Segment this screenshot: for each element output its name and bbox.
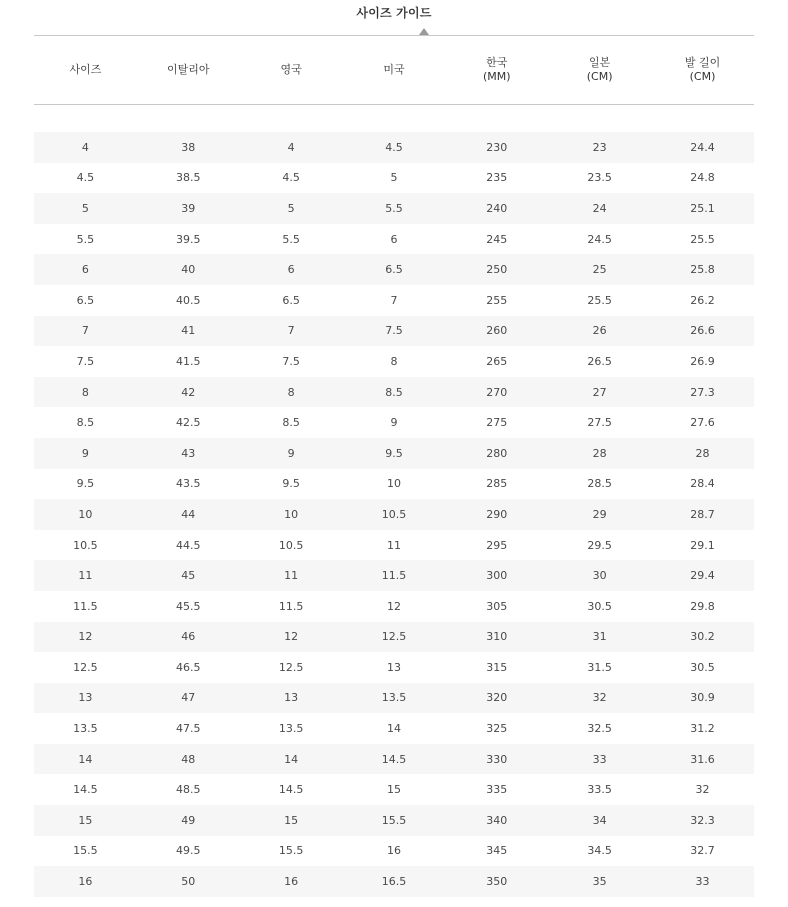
column-header-label: 한국 xyxy=(486,56,508,69)
column-header-japan xyxy=(548,36,651,105)
table-cell-foot-length-cm: 27.3 xyxy=(651,377,754,408)
table-cell-uk: 5 xyxy=(240,193,343,224)
table-cell-uk: 13 xyxy=(240,683,343,714)
size-guide-table xyxy=(34,36,754,897)
table-cell-foot-length-cm: 25.5 xyxy=(690,232,715,246)
table-cell-korea-mm: 275 xyxy=(486,416,508,430)
table-cell-us: 5.5 xyxy=(343,193,446,224)
table-cell-foot-length-cm: 32.7 xyxy=(690,844,715,858)
table-row xyxy=(34,622,754,653)
table-row xyxy=(34,346,754,377)
table-cell-korea-mm: 250 xyxy=(445,254,548,285)
column-header-foot-length xyxy=(651,36,754,105)
table-cell-foot-length-cm: 24.8 xyxy=(690,171,715,185)
table-cell-italy: 50 xyxy=(137,866,240,897)
table-cell-us: 11.5 xyxy=(343,560,446,591)
table-cell-italy: 38 xyxy=(137,132,240,163)
table-cell-korea-mm: 300 xyxy=(445,560,548,591)
table-cell-korea-mm: 315 xyxy=(486,660,508,674)
table-cell-size: 11.5 xyxy=(73,599,98,613)
table-cell-italy: 45.5 xyxy=(176,599,201,613)
table-cell-uk: 7.5 xyxy=(282,354,300,368)
table-cell-us: 15.5 xyxy=(343,805,446,836)
column-header-unit: (MM) xyxy=(483,70,511,83)
table-cell-japan-cm: 29 xyxy=(548,499,651,530)
table-cell-size: 15 xyxy=(34,805,137,836)
table-cell-foot-length-cm: 31.2 xyxy=(690,722,715,736)
table-cell-uk: 8 xyxy=(240,377,343,408)
table-cell-foot-length-cm: 32.3 xyxy=(651,805,754,836)
table-row xyxy=(34,285,754,316)
table-cell-uk: 16 xyxy=(240,866,343,897)
table-cell-japan-cm: 24.5 xyxy=(587,232,612,246)
table-cell-foot-length-cm: 33 xyxy=(651,866,754,897)
table-row xyxy=(34,530,754,561)
table-cell-japan-cm: 26 xyxy=(548,316,651,347)
column-header-label: 영국 xyxy=(280,63,302,76)
table-cell-japan-cm: 32 xyxy=(548,683,651,714)
column-header-unit: (CM) xyxy=(586,70,613,83)
table-cell-size: 6 xyxy=(34,254,137,285)
table-cell-uk: 15 xyxy=(240,805,343,836)
table-row xyxy=(34,744,754,775)
table-cell-uk: 14.5 xyxy=(278,783,304,797)
table-cell-japan-cm: 32.5 xyxy=(587,722,612,736)
table-cell-size: 13 xyxy=(34,683,137,714)
table-cell-japan-cm: 24 xyxy=(548,193,651,224)
table-cell-japan-cm: 35 xyxy=(548,866,651,897)
table-cell-uk: 11.5 xyxy=(278,599,304,613)
active-tab-caret-icon xyxy=(419,28,429,35)
table-body xyxy=(34,105,754,897)
table-cell-size: 7.5 xyxy=(76,354,95,368)
table-cell-italy: 42.5 xyxy=(176,416,201,430)
table-cell-italy: 46 xyxy=(137,622,240,653)
table-cell-us: 7 xyxy=(390,293,398,307)
table-cell-us: 8 xyxy=(390,354,398,368)
table-cell-us: 14 xyxy=(386,722,401,736)
table-cell-japan-cm: 25.5 xyxy=(587,293,612,307)
table-cell-us: 4.5 xyxy=(343,132,446,163)
table-cell-korea-mm: 245 xyxy=(486,232,508,246)
column-header-label: 일본 xyxy=(589,56,611,69)
table-cell-foot-length-cm: 28.4 xyxy=(690,477,715,491)
table-cell-us: 6 xyxy=(390,232,398,246)
table-cell-size: 8.5 xyxy=(76,416,95,430)
table-cell-us: 12.5 xyxy=(343,622,446,653)
table-cell-uk: 6.5 xyxy=(282,293,300,307)
column-header-uk xyxy=(240,36,343,105)
table-cell-italy: 42 xyxy=(137,377,240,408)
table-cell-uk: 9 xyxy=(240,438,343,469)
table-cell-japan-cm: 34.5 xyxy=(587,844,612,858)
table-cell-japan-cm: 29.5 xyxy=(587,538,612,552)
table-cell-japan-cm: 34 xyxy=(548,805,651,836)
table-cell-italy: 43 xyxy=(137,438,240,469)
table-row xyxy=(34,254,754,285)
table-cell-us: 5 xyxy=(390,171,398,185)
table-cell-foot-length-cm: 29.1 xyxy=(690,538,715,552)
table-cell-italy: 40 xyxy=(137,254,240,285)
table-cell-italy: 44 xyxy=(137,499,240,530)
table-cell-korea-mm: 320 xyxy=(445,683,548,714)
table-cell-us: 13.5 xyxy=(343,683,446,714)
table-row xyxy=(34,163,754,194)
column-header-unit: (CM) xyxy=(689,70,716,83)
table-cell-size: 8 xyxy=(34,377,137,408)
table-cell-korea-mm: 280 xyxy=(445,438,548,469)
table-cell-foot-length-cm: 27.6 xyxy=(690,416,715,430)
table-cell-uk: 13.5 xyxy=(278,722,304,736)
column-header-size xyxy=(34,36,137,105)
table-cell-japan-cm: 33.5 xyxy=(587,783,612,797)
table-cell-us: 9.5 xyxy=(343,438,446,469)
table-cell-size: 13.5 xyxy=(73,722,98,736)
table-cell-uk: 15.5 xyxy=(278,844,304,858)
table-cell-korea-mm: 295 xyxy=(486,538,508,552)
table-row xyxy=(34,560,754,591)
table-cell-korea-mm: 265 xyxy=(486,354,508,368)
table-cell-foot-length-cm: 28.7 xyxy=(651,499,754,530)
table-cell-uk: 12.5 xyxy=(278,660,304,674)
table-cell-italy: 44.5 xyxy=(176,538,201,552)
table-cell-korea-mm: 325 xyxy=(486,722,508,736)
table-cell-japan-cm: 23 xyxy=(548,132,651,163)
table-cell-korea-mm: 270 xyxy=(445,377,548,408)
table-cell-japan-cm: 27 xyxy=(548,377,651,408)
table-cell-japan-cm: 23.5 xyxy=(587,171,612,185)
table-cell-size: 12 xyxy=(34,622,137,653)
table-cell-foot-length-cm: 31.6 xyxy=(651,744,754,775)
table-row xyxy=(34,805,754,836)
table-cell-us: 8.5 xyxy=(343,377,446,408)
table-row xyxy=(34,836,754,867)
column-header-label: 미국 xyxy=(383,63,405,76)
table-cell-us: 12 xyxy=(386,599,401,613)
table-cell-japan-cm: 31 xyxy=(548,622,651,653)
table-cell-size: 4.5 xyxy=(76,171,95,185)
table-cell-italy: 49.5 xyxy=(176,844,201,858)
table-cell-japan-cm: 31.5 xyxy=(587,660,612,674)
table-cell-italy: 40.5 xyxy=(176,293,201,307)
table-row xyxy=(34,713,754,744)
table-cell-korea-mm: 290 xyxy=(445,499,548,530)
table-cell-foot-length-cm: 25.1 xyxy=(651,193,754,224)
table-row xyxy=(34,652,754,683)
table-row xyxy=(34,377,754,408)
table-cell-italy: 47.5 xyxy=(176,722,201,736)
table-cell-us: 6.5 xyxy=(343,254,446,285)
page-title: 사이즈 가이드 xyxy=(356,6,432,20)
table-cell-japan-cm: 28.5 xyxy=(587,477,612,491)
table-cell-size: 14 xyxy=(34,744,137,775)
table-cell-foot-length-cm: 26.9 xyxy=(690,354,715,368)
table-cell-size: 15.5 xyxy=(73,844,98,858)
table-cell-korea-mm: 235 xyxy=(486,171,508,185)
table-cell-us: 10 xyxy=(386,477,401,491)
table-cell-italy: 43.5 xyxy=(176,477,201,491)
table-row xyxy=(34,132,754,163)
table-cell-us: 15 xyxy=(386,783,401,797)
table-cell-italy: 39.5 xyxy=(176,232,201,246)
table-row xyxy=(34,438,754,469)
column-header-italy xyxy=(137,36,240,105)
table-row xyxy=(34,407,754,438)
table-cell-uk: 10 xyxy=(240,499,343,530)
table-cell-italy: 39 xyxy=(137,193,240,224)
table-cell-uk: 9.5 xyxy=(282,477,300,491)
table-cell-italy: 49 xyxy=(137,805,240,836)
table-cell-japan-cm: 30 xyxy=(548,560,651,591)
table-cell-foot-length-cm: 30.9 xyxy=(651,683,754,714)
table-cell-foot-length-cm: 26.6 xyxy=(651,316,754,347)
table-cell-italy: 45 xyxy=(137,560,240,591)
column-header-label: 발 길이 xyxy=(684,56,721,69)
table-cell-size: 16 xyxy=(34,866,137,897)
table-cell-korea-mm: 305 xyxy=(486,599,508,613)
table-cell-us: 9 xyxy=(390,416,398,430)
table-cell-foot-length-cm: 26.2 xyxy=(690,293,715,307)
table-cell-foot-length-cm: 25.8 xyxy=(651,254,754,285)
size-guide-tab[interactable] xyxy=(0,0,788,36)
table-cell-uk: 7 xyxy=(240,316,343,347)
table-cell-korea-mm: 255 xyxy=(486,293,508,307)
table-cell-japan-cm: 27.5 xyxy=(587,416,612,430)
table-cell-size: 12.5 xyxy=(73,660,98,674)
table-cell-korea-mm: 260 xyxy=(445,316,548,347)
table-cell-japan-cm: 25 xyxy=(548,254,651,285)
table-cell-italy: 46.5 xyxy=(176,660,201,674)
table-cell-size: 10 xyxy=(34,499,137,530)
table-cell-korea-mm: 285 xyxy=(486,477,508,491)
table-cell-korea-mm: 310 xyxy=(445,622,548,653)
table-cell-japan-cm: 33 xyxy=(548,744,651,775)
table-cell-size: 9 xyxy=(34,438,137,469)
table-cell-uk: 12 xyxy=(240,622,343,653)
table-cell-foot-length-cm: 28 xyxy=(651,438,754,469)
table-spacer-row xyxy=(34,105,754,133)
table-cell-korea-mm: 240 xyxy=(445,193,548,224)
table-row xyxy=(34,591,754,622)
table-cell-uk: 5.5 xyxy=(282,232,300,246)
table-cell-us: 10.5 xyxy=(343,499,446,530)
table-cell-uk: 11 xyxy=(240,560,343,591)
table-cell-italy: 38.5 xyxy=(176,171,201,185)
table-cell-korea-mm: 230 xyxy=(445,132,548,163)
table-row xyxy=(34,193,754,224)
table-header-row xyxy=(34,36,754,105)
table-cell-foot-length-cm: 32 xyxy=(695,783,710,797)
table-cell-korea-mm: 330 xyxy=(445,744,548,775)
table-cell-us: 14.5 xyxy=(343,744,446,775)
table-cell-italy: 41.5 xyxy=(176,354,201,368)
table-cell-korea-mm: 340 xyxy=(445,805,548,836)
table-row xyxy=(34,316,754,347)
table-cell-size: 6.5 xyxy=(76,293,95,307)
table-cell-foot-length-cm: 29.8 xyxy=(690,599,715,613)
column-header-korea xyxy=(445,36,548,105)
table-cell-us: 7.5 xyxy=(343,316,446,347)
table-row xyxy=(34,866,754,897)
table-cell-size: 7 xyxy=(34,316,137,347)
table-cell-korea-mm: 345 xyxy=(486,844,508,858)
column-header-label: 사이즈 xyxy=(69,63,102,76)
table-cell-japan-cm: 28 xyxy=(548,438,651,469)
table-cell-size: 5.5 xyxy=(76,232,95,246)
table-cell-korea-mm: 350 xyxy=(445,866,548,897)
table-cell-size: 4 xyxy=(34,132,137,163)
table-cell-italy: 48 xyxy=(137,744,240,775)
table-cell-us: 16 xyxy=(386,844,401,858)
table-cell-foot-length-cm: 30.5 xyxy=(690,660,715,674)
table-cell-us: 13 xyxy=(386,660,401,674)
table-cell-size: 5 xyxy=(34,193,137,224)
table-cell-uk: 14 xyxy=(240,744,343,775)
table-cell-japan-cm: 26.5 xyxy=(587,354,612,368)
table-cell-uk: 10.5 xyxy=(278,538,304,552)
table-cell-japan-cm: 30.5 xyxy=(587,599,612,613)
table-row xyxy=(34,224,754,255)
table-cell-size: 10.5 xyxy=(73,538,98,552)
table-cell-us: 11 xyxy=(386,538,401,552)
table-cell-foot-length-cm: 30.2 xyxy=(651,622,754,653)
table-row xyxy=(34,499,754,530)
table-cell-foot-length-cm: 29.4 xyxy=(651,560,754,591)
table-cell-us: 16.5 xyxy=(343,866,446,897)
table-cell-italy: 48.5 xyxy=(176,783,201,797)
table-cell-uk: 4.5 xyxy=(282,171,300,185)
table-cell-italy: 47 xyxy=(137,683,240,714)
table-row xyxy=(34,774,754,805)
table-cell-uk: 4 xyxy=(240,132,343,163)
table-cell-uk: 8.5 xyxy=(282,416,300,430)
table-cell-italy: 41 xyxy=(137,316,240,347)
table-cell-foot-length-cm: 24.4 xyxy=(651,132,754,163)
table-cell-size: 9.5 xyxy=(76,477,95,491)
column-header-label: 이탈리아 xyxy=(167,63,210,76)
column-header-us xyxy=(343,36,446,105)
table-cell-korea-mm: 335 xyxy=(486,783,508,797)
table-cell-size: 14.5 xyxy=(73,783,98,797)
table-row xyxy=(34,683,754,714)
table-cell-size: 11 xyxy=(34,560,137,591)
table-row xyxy=(34,469,754,500)
table-cell-uk: 6 xyxy=(240,254,343,285)
